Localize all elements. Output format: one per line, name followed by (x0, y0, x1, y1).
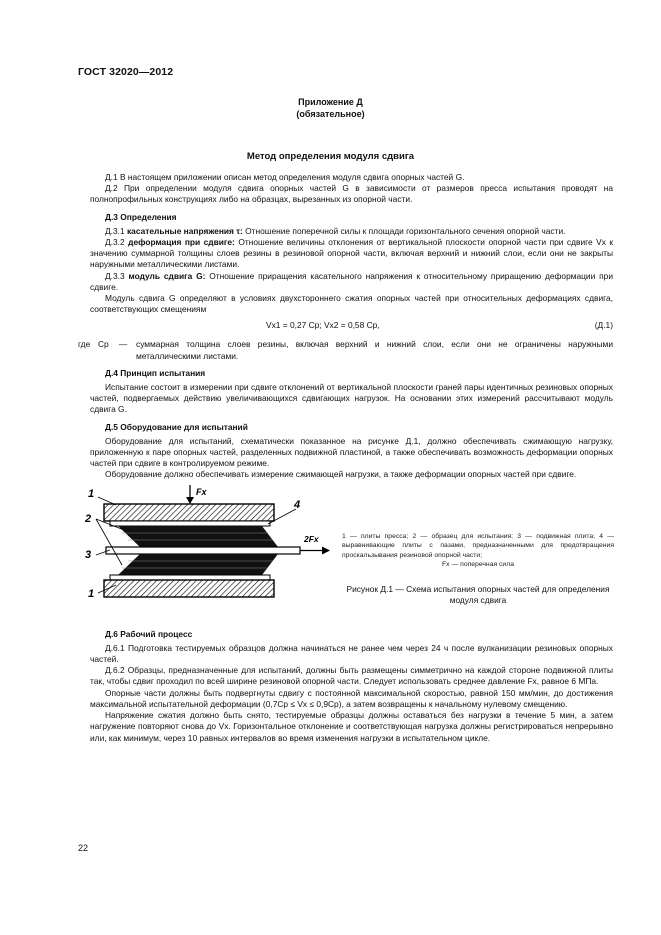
paragraph-d1: Д.1 В настоящем приложении описан метод определения модуля сдвига опорных частей G. (105, 172, 465, 182)
force-arrow-head (186, 497, 194, 504)
paragraph-d61: Д.6.1 Подготовка тестируемых образцов должна начинаться не ранее чем через 24 ч после вулканизации резиновых опорных частей. (90, 642, 613, 665)
figure-legend-fx: Fx — поперечная сила (442, 561, 514, 569)
definition-text: Отношение приращения касательного напряжения к относительному приращению деформации при сдвиге. (90, 270, 613, 292)
page-number: 22 (78, 843, 89, 853)
where-symbol: Cp (98, 339, 109, 350)
definition-d31 (90, 226, 613, 237)
appendix-heading (0, 96, 661, 120)
test-scheme-diagram (82, 485, 332, 623)
figure-legend (342, 532, 614, 570)
appendix-title: Приложение Д (298, 97, 363, 107)
definition-number: Д.3.3 (105, 270, 125, 281)
body-text (78, 172, 614, 744)
paragraph-d4: Испытание состоит в измерении при сдвиге отклонений от вертикальной плоскости граней пары идентичных резиновых опорных частей, подвергаемых действию увеличивающихся сдвигающих нагрузок. На основании этих измерений рассчитывают модуль сдвига G. (90, 382, 613, 415)
bottom-press-plate (104, 580, 274, 597)
label-1-top: 1 (88, 487, 95, 500)
where-clause (78, 339, 613, 361)
top-press-plate (104, 504, 274, 521)
definition-d32 (90, 237, 613, 271)
label-fx: Fx (196, 486, 207, 497)
appendix-status: (обязательное) (296, 109, 365, 119)
definition-d33 (90, 271, 613, 293)
section-d4-heading: Д.4 Принцип испытания (105, 367, 206, 378)
figure-caption: Рисунок Д.1 — Схема испытания опорных частей для определения модуля сдвига (346, 583, 610, 605)
lower-specimen (118, 554, 278, 575)
label-4: 4 (294, 498, 301, 511)
definition-term: модуль сдвига G: (128, 270, 206, 281)
top-leveling-plate (110, 521, 270, 526)
paragraph-shear: Опорные части должны быть подвергнуты сдвигу с постоянной максимальной скоростью, равной 150 мм/мин, до достижения максимальной испытательной деформации (0,7Cp ≤ Vx ≤ 0,9Cp), а затем возвращены к начальному нулевому смещению. (90, 687, 613, 709)
section-d6-heading: Д.6 Рабочий процесс (105, 628, 193, 639)
formula-row (90, 315, 613, 337)
definition-term: деформация при сдвиге: (128, 237, 235, 248)
label-3: 3 (85, 548, 92, 561)
section-d5-heading: Д.5 Оборудование для испытаний (105, 421, 248, 432)
definition-text: Отношение поперечной силы к площади горизонтального сечения опорной части. (245, 225, 566, 236)
definition-number: Д.3.1 (105, 225, 125, 236)
method-title: Метод определения модуля сдвига (246, 151, 415, 162)
label-2fx: 2Fx (304, 533, 319, 544)
where-text: суммарная толщина слоев резины, включая верхний и нижний слои, если они не ограничены наружными металлическими листами. (136, 339, 613, 361)
label-1-bottom: 1 (88, 587, 95, 600)
formula-d1: Vx1 = 0,27 Cp; Vx2 = 0,58 Cp, (266, 320, 380, 331)
where-dash: — (118, 339, 128, 350)
bottom-leveling-plate (110, 575, 270, 580)
label-2: 2 (85, 512, 92, 525)
paragraph-modulus: Модуль сдвига G определяют в условиях двухстороннего сжатия опорных частей при относительных деформациях сдвига, соответствующих смещениям (90, 293, 613, 315)
section-d3-heading: Д.3 Определения (105, 211, 177, 222)
figure-legend-items: 1 — плиты пресса; 2 — образец для испытания; 3 — подвижная плита; 4 — выравнивающие плиты с пазами, предназначенными для предотвращения проскальзывания резиновой опорной части; (342, 532, 614, 559)
paragraph-compression: Напряжение сжатия должно быть снято, тестируемые образцы должны оставаться без нагрузки в течение 5 мин, а затем нагружение повторяют снова до Vx. Горизонтальное отклонение и соответствующая нагрузка должны регистрироваться непрерывно или, как минимум, через 10 равных интервалов во время изменения нагрузки в испытательном цикле. (90, 710, 613, 743)
upper-specimen (118, 526, 278, 547)
paragraph-d2: Д.2 При определении модуля сдвига опорных частей G в зависимости от размеров пресса испытания проводят на полнопрофильных конструкциях либо на образцах, вырезанных из опорной части. (90, 183, 613, 205)
definition-text: Отношение величины отклонения от вертикальной плоскости опорной части при сдвиге Vx к значению суммарной толщины слоев резины в резиновой опорной части, включая верхний и нижний слои, если они не закрыты наружными металлическими листами. (90, 237, 614, 270)
definition-number: Д.3.2 (105, 237, 125, 248)
definition-term: касательные напряжения τ: (126, 225, 243, 236)
where-label: где (78, 339, 91, 350)
paragraph-d62: Д.6.2 Образцы, предназначенные для испытаний, должны быть размещены симметрично на каждой стороне подвижной плиты так, чтобы сдвиг проходил по всей ширине резиновой опорной части. Следует использовать среднее давление Fx, равное 6 МПа. (90, 665, 613, 687)
shear-arrow-head (322, 546, 330, 554)
moving-plate (106, 547, 300, 554)
figure-d1 (85, 485, 614, 623)
paragraph-d5b: Оборудование должно обеспечивать измерение сжимающей нагрузки, а также деформации опорных частей при сдвиге. (105, 469, 577, 480)
formula-number: (Д.1) (594, 320, 613, 331)
standard-header: ГОСТ 32020—2012 (78, 66, 174, 78)
paragraph-d5a: Оборудование для испытаний, схематически показанное на рисунке Д.1, должно обеспечивать сжимающую нагрузку, приложенную к паре опорных частей, разделенных подвижной пластиной, а также обеспечивать возможность деформации опорных частей при сдвиге в контролируемом режиме. (90, 435, 613, 469)
